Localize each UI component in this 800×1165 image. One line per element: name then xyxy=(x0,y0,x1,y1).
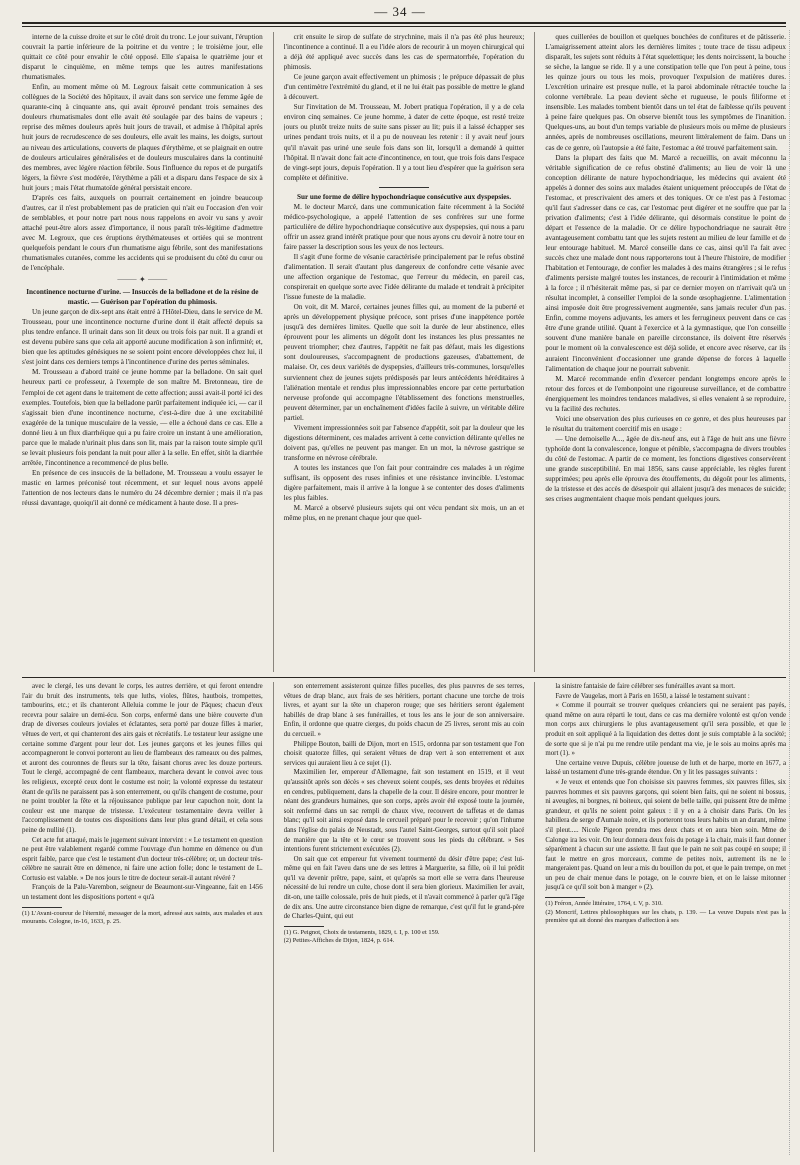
paragraph: Une certaine veuve Dupuis, célèbre joueuse de luth et de harpe, morte en 1677, a laissé un testament d'une très-grande étendue. On y lit les passages suivants : xyxy=(545,759,786,777)
footnote: (2) Moncrif, Lettres philosophiques sur les chats, p. 139. — La veuve Dupuis n'est pas la première qui ait donné des marques d'affection à ses xyxy=(545,908,786,925)
paragraph: M. le docteur Marcé, dans une communication faite récemment à la Société médico-psychologique, a appelé l'attention de ses confrères sur une forme particulière de délire hypochondriaque consécutive aux dyspepsies, qui nous a paru offrir un assez grand intérêt pratique pour que nous ayons cru devoir à notre tour en faire passer la description sous les yeux de nos lecteurs. xyxy=(283,202,525,251)
paragraph: A toutes les instances que l'on fait pour contraindre ces malades à un régime suffisant, ils opposent des ruses infinies et une résistance invincible. L'estomac digère parfaitement, mais il arrive à la longue à se contenter des doses d'aliments les plus faibles. xyxy=(283,463,525,503)
upper-column-3 xyxy=(545,32,786,672)
paragraph: son enterrement assisteront quinze filles pucelles, des plus pauvres de ses terres, vêtues de drap blanc, aux frais de ses héritiers, portant chacune une torche de trois livres, et ayant sur la tête un chaperon rouge; que ses héritiers seront également habillés de drap blanc à ses funérailles, et tous les ans le jour de son anniversaire. Enfin, il ordonne que quatre cierges, du poids chacun de 25 livres, seront mis au coin du cercueil. » xyxy=(283,683,525,738)
paragraph: Il s'agit d'une forme de vésanie caractérisée principalement par le refus obstiné d'alimentation. Il serait d'autant plus dangereux de confondre cette vésanie avec une affection organique de l'estomac, que l'erreur du médecin, en pareil cas, conspirerait en quelque sorte avec l'idée délirante du malade et tendrait à précipiter l'issue funeste de la maladie. xyxy=(283,252,525,302)
paragraph: M. Marcé recommande enfin d'exercer pendant longtemps encore après le retour des forces et de l'embonpoint une rigoureuse surveillance, et de combattre énergiquement les moindres tendances maladives, si elles venaient à se reproduire, vu la facilité des rechutes. xyxy=(545,374,786,413)
paragraph: Un jeune garçon de dix-sept ans était entré à l'Hôtel-Dieu, dans le service de M. Trousseau, pour une incontinence nocturne d'urine dont il était affecté depuis sa plus tendre enfance. Il urinait dans son lit deux ou trois fois par nuit. Il a grandi et est devenu pubère sans que cela ait apporté aucune modification à son infirmité; et, bien que les aptitudes génésiques ne se soient point encore développées chez lui, il s'est joint dans ces derniers temps à l'incontinence d'urine des pertes séminales. xyxy=(22,308,263,367)
section-title: Sur une forme de délire hypochondriaque consécutive aux dyspepsies. xyxy=(297,192,511,201)
column-rule xyxy=(534,682,535,1152)
footnote-separator xyxy=(284,926,324,927)
paragraph: Philippe Bouton, bailli de Dijon, mort en 1515, ordonna par son testament que l'on choisit quatorze filles, qui seraient vêtues de drap vert à son enterrement et aux services qui auraient lieu à ce sujet (1). xyxy=(283,740,525,767)
top-rule xyxy=(22,22,786,24)
section-divider xyxy=(379,187,429,188)
page-number: — 34 — xyxy=(374,4,426,19)
paragraph: Dans la plupart des faits que M. Marcé a recueillis, on avait méconnu la véritable signification de ce refus obstiné d'aliments; au lieu de voir là une conception délirante de nature hypochondriaque, les médecins qui avaient été appelés à donner des soins aux malades étaient uniquement préoccupés de l'état de l'estomac, et prescrivaient des amers et des toniques. Or ce n'est pas à l'estomac qu'il faut s'adresser dans ce cas, car l'estomac peut digérer et ne souffre que par la privation d'aliments; c'est à l'idée délirante, qui désormais constitue le point de départ et l'essence de la maladie. Or ce délire hypochondriaque ne saurait être avantageusement combattu tant que les sujets restent au milieu de leur famille et de leur entourage habituel. M. Marcé conseille dans ce cas, ainsi qu'il l'a fait avec succès chez une malade dont nous rapporterons tout à l'heure l'histoire, de modifier l'habitation et l'entourage, de confier les malades à des mains étrangères ; si le refus d'aliments persiste malgré toutes les instances, de recourir à l'intimidation et même à la force ; il n'hésiterait même pas, si par ce dernier moyen on n'arrivait qu'à un résultat incomplet, à conseiller l'emploi de la sonde œsophagienne. L'alimentation ainsi imposée doit être progressivement augmentée, sans jamais reculer d'un pas. Enfin, comme moyens adjuvants, les amers et les ferrugineux peuvent dans ce cas être d'une grande utilité. Quant à l'exercice et à la gymnastique, que l'on conseille souvent d'une manière banale en pareille circonstance, ils doivent être réservés pour le moment où la convalescence est déjà solide, et encore avec réserve, car ils auraient l'inconvénient d'occasionner une grande dépense de forces à laquelle l'alimentation de chaque jour ne pourrait subvenir. xyxy=(545,153,786,373)
column-rule xyxy=(534,32,535,672)
column-rule xyxy=(273,32,274,672)
paragraph: Enfin, au moment même où M. Legroux faisait cette communication à ses collègues de la Société des hôpitaux, il avait dans son service une femme âgée de quarante-cinq à cinquante ans, qui avait éprouvé pendant trois semaines des douleurs rhumatismales dont elle avait été soulagée par des bains de vapeurs ; reprise des mêmes douleurs après huit jours de travail, et admise à l'hôpital après huit jours de recrudescence de ses douleurs, elle avait les mains, les doigts, surtout au niveau des articulations, couverts de plaques d'érythème, et se plaignait en outre de douleurs articulaires généralisées et de douleurs musculaires dans la continuité des membres, avec légère réaction fébrile. Sous l'influence du repos et de purgatifs légers, la fièvre s'est modérée, l'érythème a pâli et a disparu dans l'espace de six à huit jours ; mais l'état rhumatoïde général persistait encore. xyxy=(22,83,263,192)
paragraph: Voici une observation des plus curieuses en ce genre, et des plus heureuses par le résultat du traitement coercitif mis en usage : xyxy=(545,414,786,433)
paragraph: On sait que cet empereur fut vivement tourmenté du désir d'être pape; c'est lui-même qui en fait l'aveu dans une de ses lettres à Marguerite, sa fille, où il lui prédit qu'il va devenir prêtre, pape, saint, et qu'après sa mort elle se verra dans l'heureuse nécessité de lui rendre un culte, chose dont il sera bien glorieux. Maximilien Ier avait, dit-on, une taille colossale, près de huit pieds, et il n'avait commencé à parler qu'à l'âge de dix ans. Une autre circonstance bien digne de remarque, c'est qu'il fut le grand-père de Charles-Quint, qui eut xyxy=(283,855,525,921)
section-ornament: ⸻ ✦ ⸻ xyxy=(117,275,168,285)
paragraph: En présence de ces insuccès de la belladone, M. Trousseau a voulu essayer le mastic en larmes préconisé tout récemment, et sur lequel nous avons appelé l'attention de nos lecteurs dans le numéro du 24 décembre dernier ; mais il n'a pas réussi davantage, quoiqu'il ait donné ce médicament à haute dose. Il a pres- xyxy=(22,468,263,508)
paragraph: ques cuillerées de bouillon et quelques bouchées de confitures et de pâtisserie. L'amaigrissement atteint alors les dernières limites ; toute trace de tissu adipeux disparaît, les sujets sont réduits à l'état squelettique; les dents noircissent, la bouche se sèche, la langue se ride. Il y a une constipation telle que l'on peut à peine, tous les quinze jours ou tous les mois, provoquer l'expulsion de matières dures. L'excrétion urinaire est presque nulle, et la paroi abdominale rétractée touche la colonne vertébrale. La peau devient sèche et rugueuse, le pouls filiforme et insensible. Les malades tombent bientôt dans un tel état de faiblesse qu'ils peuvent à peine faire quelques pas. On observe bientôt tous les symptômes de l'inanition. Quelques-uns, au bout d'un temps variable de plusieurs mois ou même de plusieurs années, après de nombreuses oscillations, meurent littéralement de faim. Dans un cas de ce genre, où l'autopsie a été faite, l'estomac a été trouvé parfaitement sain. xyxy=(545,33,786,152)
footnote: (1) L'Avant-coureur de l'éternité, messager de la mort, adressé aux saints, aux malades et aux mourants. Cologne, in-16, 1633, p. 25. xyxy=(22,909,263,926)
feuilleton-rule xyxy=(22,677,786,678)
footnote: (2) Petites-Affiches de Dijon, 1824, p. 614. xyxy=(283,937,395,945)
paragraph: avec le clergé, les uns devant le corps, les autres derrière, et qui feront entendre l'air du bruit des instruments, tels que luths, violes, flûtes, hautbois, trompettes, tambourins, etc.; et ils chanteront Alleluia comme le jour de Pâques; chacun d'eux recevra pour salaire un demi-écu. Son corps, enfermé dans une bière couverte d'un drap de diverses couleurs joviales et éclatantes, sera porté par douze filles à marier, vêtues de vert, et qui chanteront des airs gais et récréatifs. Le testateur leur assigne une certaine somme d'argent pour leur dot. Les jeunes garçons et les jeunes filles qui accompagneront le convoi porteront au lieu de flambeaux des rameaux ou des palmes, et auront des couronnes de fleurs sur la tête, faisant chorus avec les douze porteurs. Tout le clergé, accompagné de cent flambeaux, marchera devant le convoi avec tous les religieux, excepté ceux dont le costume est noir; la volonté expresse du testateur étant de qu'ils ne paraissent pas à son enterrement, ou qu'ils changent de costume, pour ne point troubler la fête et la réjouissance publique par leur capuchon noir, dont la couleur est une marque de tristesse. L'exécuteur testamentaire devra veiller à l'accomplissement de toutes ces dispositions dans leur plus grand détail, et cela sous peine de nullité (1). xyxy=(22,683,263,834)
lower-section xyxy=(22,682,786,1152)
paragraph: Favre de Vaugelas, mort à Paris en 1650, a laissé le testament suivant : xyxy=(555,692,750,700)
upper-column-1 xyxy=(22,32,263,672)
upper-section xyxy=(22,32,786,672)
paragraph: François de la Palu-Varembon, seigneur de Beaumont-sur-Vingeanne, fait en 1456 un testament dont les dispositions portent « qu'à xyxy=(22,884,263,902)
upper-column-2 xyxy=(284,32,525,672)
paragraph: « Je veux et entends que l'on choisisse six pauvres femmes, six pauvres filles, six pauvres hommes et six pauvres garçons, qui soient bien faits, qui ne soient ni bossus, ni aveugles, ni borgnes, ni boiteux, qui soient de belle taille, qui puissent être de même grandeur, et qu'ils ne soient point galeux : il y en a à choisir dans Paris. On les habillera de serge d'Aumale noire, et ils porteront tous leurs habits un an durant, même s'il pleut..... Nicole Pigeon prendra mes deux chats et en aura bien soin. Mme de Calonge ira les voir. On leur donnera deux fois du potage à la chair, mais il faut donner séparément à chacun sur une assiette. Il faut que le pain ne soit pas coupé en soupe; il faut le mettre en gros morceaux, comme de petites noix, autrement ils ne le mangeraient pas. Quand on leur a mis du bouillon du pot, et que le pain trempe, on met un peu de chair menue dans le potage, on le couvre bien, et on le laisse mitonner jusqu'à ce qu'il soit bon à manger » (2). xyxy=(545,778,786,892)
footnote-separator xyxy=(545,897,585,898)
lower-column-3 xyxy=(545,682,786,1152)
paragraph: M. Marcé a observé plusieurs sujets qui ont vécu pendant six mois, un an et même plus, en ne prenant chaque jour que quel- xyxy=(283,504,525,523)
lower-column-2 xyxy=(284,682,525,1152)
paragraph: interne de la cuisse droite et sur le côté droit du tronc. Le jour suivant, l'éruption couvrait la partie inférieure de la poitrine et du ventre ; le troisième jour, elle quittait ce côté pour envahir le côté opposé. Elle s'apaisa le quatrième jour et disparut le cinquième, en même temps que les autres manifestations rhumatismales. xyxy=(22,33,263,82)
footnote: (1) Fréron, Année littéraire, 1764, t. V, p. 310. xyxy=(545,900,663,908)
footnote: (1) G. Peignot, Choix de testaments, 1829, t. I, p. 100 et 159. xyxy=(283,928,440,936)
paragraph: On voit, dit M. Marcé, certaines jeunes filles qui, au moment de la puberté et après un développement physique précoce, sont prises d'une inappétence portée jusqu'à des dernières limites. Quelle que soit la durée de leur abstinence, elles éprouvent pour les aliments un dégoût dont les instances les plus pressantes ne peuvent triompher; chez d'autres, l'appétit ne fait pas défaut, mais les digestions sont douloureuses, s'accompagnent de productions gazeuses, d'abattement, de malaise. Or, ces deux variétés de dyspepsies, d'ailleurs très-communes, lorsqu'elles surviennent chez de jeunes sujets prédisposés par leurs antécédents héréditaires à l'aliénation mentale et rendus plus impressionnables encore par cette perturbation nerveuse profonde qui accompagne l'établissement des fonctions menstruelles, peuvent déterminer, par un enchaînement d'idées facile à suivre, un véritable délire partiel. xyxy=(283,303,525,422)
lower-column-1 xyxy=(22,682,263,1152)
top-rule-thin xyxy=(22,26,786,27)
paragraph: « Comme il pourrait se trouver quelques créanciers qui ne seraient pas payés, quand même on aura réparti le tout, dans ce cas ma dernière volonté est qu'on vende mon corps aux chirurgiens le plus avantageusement qu'il sera possible, et que le produit en soit appliqué à la liquidation des dettes dont je suis comptable à la société; de sorte que si je n'ai pu me rendre utile pendant ma vie, je le sois au moins après ma mort (1). » xyxy=(545,702,786,758)
paragraph: la sinistre fantaisie de faire célébrer ses funérailles avant sa mort. xyxy=(555,683,735,690)
column-rule xyxy=(273,682,274,1152)
section-title: Incontinence nocturne d'urine. — Insuccès de la belladone et de la résine de mastic. — Guérison par l'opération du phimosis. xyxy=(26,288,259,307)
paragraph: Maximilien Ier, empereur d'Allemagne, fait son testament en 1519, et il veut qu'aussitôt après son décès « ses cheveux soient coupés, ses dents broyées et réduites en cendres, publiquement, dans la chapelle de la cour. Il désire encore, pour montrer le néant des grandeurs humaines, que son corps, après avoir été exposé toute la journée, soit renfermé dans un sac rempli de chaux vive, recouvert de taffetas et de damas blanc; qu'il soit ainsi exposé dans le cercueil préparé pour le recevoir ; qu'on l'inhume dans l'église du palais de Neustadt, sous l'autel Saint-Georges, surtout qu'il soit placé de manière que la tête et le cœur se trouvent sous les pieds du célébrant. » Ses intentions furent strictement exécutées (2). xyxy=(283,769,525,854)
page-edge xyxy=(789,30,796,1155)
paragraph: crit ensuite le sirop de sulfate de strychnine, mais il n'a pas été plus heureux; l'incontinence a continué. Il a eu l'idée alors de recourir à un moyen chirurgical qui a déjà été appliqué avec succès dans les cas de spermatorrhée, l'opération du phimosis. xyxy=(283,33,525,72)
paragraph: Vivement impressionnées soit par l'absence d'appétit, soit par la douleur que les digestions déterminent, ces malades arrivent à cette conviction délirante qu'elles ne doivent pas, qu'elles ne peuvent pas manger. En un mot, la névrose gastrique se transforme en névrose cérébrale. xyxy=(283,423,525,462)
paragraph: Sur l'invitation de M. Trousseau, M. Jobert pratiqua l'opération, il y a de cela environ cinq semaines. Ce jeune homme, à dater de cette époque, est resté treize jours ou plutôt treize nuits de suite sans pisser au lit; puis il a laissé échapper ses urines pendant trois nuits, et il a pu de nouveau les retenir : il y avait neuf jours qu'il n'avait pas uriné une seule fois dans son lit, lorsqu'il a demandé à quitter l'hôpital. Il n'avait donc fait acte d'incontinence, en tout, que trois fois dans l'espace de vingt-sept jours, depuis l'opération. Il y a tout lieu d'espérer que la guérison sera complète et définitive. xyxy=(283,103,525,182)
paragraph: Ce jeune garçon avait effectivement un phimosis ; le prépuce dépassait de plus d'un centimètre l'extrémité du gland, et il ne lui était pas possible de mettre le gland à découvert. xyxy=(283,73,525,102)
paragraph: Cet acte fut attaqué, mais le jugement suivant intervint : « Le testament en question ne peut être valablement regardé comme l'ouvrage d'un homme en démence ou d'un esprit faible, parce que c'est le testament d'un docteur très-célèbre; or, un docteur très-célèbre ne saurait être en démence, ni faire une action folle; donc le testament de L. Cortusio est valable. » De nos jours le titre de docteur serait-il autant révéré ? xyxy=(22,836,263,882)
paragraph: — Une demoiselle A..., âgée de dix-neuf ans, eut à l'âge de huit ans une fièvre typhoïde dont la convalescence, longue et pénible, s'accompagna de divers troubles du côté de l'estomac. A partir de ce moment, les fonctions digestives conservèrent une grande susceptibilité. En mai 1856, sans cause appréciable, les règles furent supprimées; peu après elle éprouva des étouffements, du dégoût pour les aliments, de la tristesse et des accès de désespoir qui allaient jusqu'à des menaces de suicide; ses crises augmentaient chaque mois pendant quelques jours. xyxy=(545,434,786,504)
footnote-separator xyxy=(22,907,62,908)
paragraph: M. Trousseau a d'abord traité ce jeune homme par la belladone. On sait quel heureux parti ce professeur, à l'exemple de son maître M. Bretonneau, tire de l'emploi de cet agent dans le traitement de cette affection; aussi avait-il porté ici des exemples. Toutefois, bien que la belladone parût parfaitement indiquée ici, — car il s'agissait bien d'une incontinence nocturne, c'est-à-dire due à une excitabilité exagérée de la tunique musculaire de la vessie, — elle a échoué dans ce cas. Elle a donné lieu à un flux diarrhéique qui a pu faire croire un instant à une amélioration, parce que le malade n'urinait plus dans son lit, mais par la raison toute simple qu'il se levait plusieurs fois pendant la nuit pour aller à la selle. En effet, sitôt la diarrhée arrêtée, l'incontinence a recommencé de plus belle. xyxy=(22,368,263,467)
paragraph: D'après ces faits, auxquels on pourrait certainement en joindre beaucoup d'autres, car il n'est probablement pas de praticien qui n'ait eu l'occasion d'en voir de semblables, et pour notre part nous nous rappelons en avoir vu sans y avoir attaché peut-être alors assez d'importance, il nous paraît très-légitime d'admettre avec M. Legroux, que ces éruptions érythémateuses et ortiées qui se montrent quelquefois pendant le cours d'un rhumatisme aigu fébrile, sont des manifestations rhumatismales cutanées, comme les accidents qui se produisent du côté du cœur ou de l'encéphale. xyxy=(22,193,263,273)
